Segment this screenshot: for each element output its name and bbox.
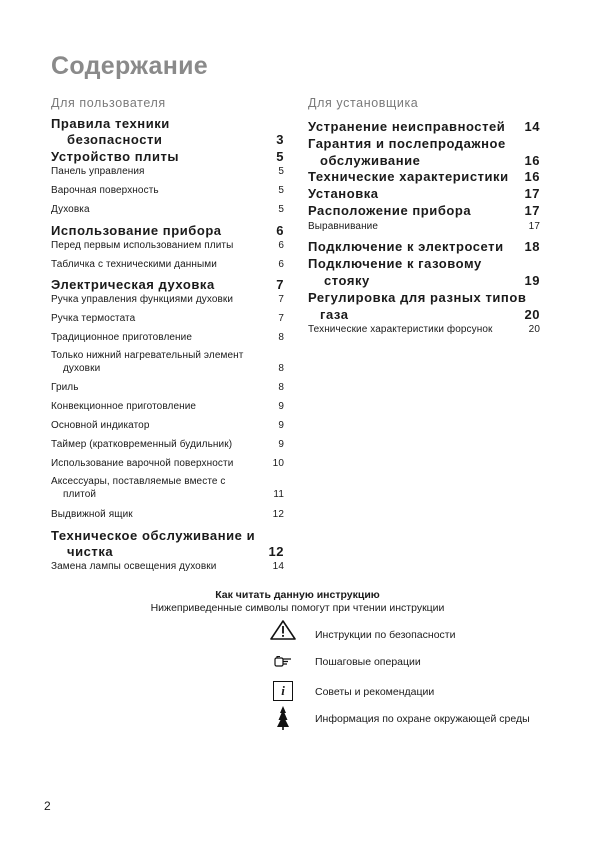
info-icon xyxy=(268,681,298,701)
toc-entry-title: Технические характеристики форсунок xyxy=(308,324,493,335)
legend-label-steps: Пошаговые операции xyxy=(315,656,421,668)
section-heading-user: Для пользователя xyxy=(51,96,166,110)
toc-entry-page: 5 xyxy=(276,149,284,164)
section-heading-installer: Для установщика xyxy=(308,96,419,110)
toc-entry-title: Техническое обслуживание и xyxy=(51,528,256,543)
toc-entry-title: Устройство плиты xyxy=(51,149,180,164)
toc-entry-title: Аксессуары, поставляемые вместе с xyxy=(51,476,226,487)
toc-entry-title: Ручка управления функциями духовки xyxy=(51,294,234,305)
toc-entry-title: Технические характеристики xyxy=(308,169,509,184)
toc-entry-page: 12 xyxy=(272,509,284,520)
toc-entry-page: 18 xyxy=(524,239,540,254)
toc-entry-page: 14 xyxy=(272,561,284,572)
toc-entry-title: Ручка термостата xyxy=(51,313,136,324)
toc-entry-page: 5 xyxy=(278,166,284,177)
toc-entry-page: 10 xyxy=(272,458,284,469)
toc-entry-title-cont: безопасности xyxy=(67,132,163,147)
toc-entry-page: 9 xyxy=(278,439,284,450)
toc-entry-title: Подключение к электросети xyxy=(308,239,504,254)
toc-entry-page: 12 xyxy=(268,544,284,559)
toc-entry-title-cont: чистка xyxy=(67,544,114,559)
toc-entry-page: 17 xyxy=(524,203,540,218)
toc-entry-page: 14 xyxy=(524,119,540,134)
toc-entry-title: Только нижний нагревательный элемент xyxy=(51,350,244,361)
toc-entry-title: Правила техники xyxy=(51,116,170,131)
toc-entry-title: Электрическая духовка xyxy=(51,277,215,292)
toc-entry-page: 8 xyxy=(278,382,284,393)
info-icon-glyph: i xyxy=(273,681,293,701)
toc-entry-title-cont: газа xyxy=(320,307,349,322)
toc-entry-page: 6 xyxy=(278,259,284,270)
toc-entry-title-cont: плитой xyxy=(63,489,97,500)
toc-entry-title-cont: обслуживание xyxy=(320,153,421,168)
toc-entry-page: 7 xyxy=(276,277,284,292)
toc-entry-page: 11 xyxy=(273,489,284,500)
toc-entry-title: Регулировка для разных типов xyxy=(308,290,527,305)
toc-entry-title: Варочная поверхность xyxy=(51,185,159,196)
toc-entry-title-cont: стояку xyxy=(324,273,370,288)
toc-entry-title: Панель управления xyxy=(51,166,145,177)
toc-entry-title: Традиционное приготовление xyxy=(51,332,193,343)
toc-entry-page: 7 xyxy=(278,313,284,324)
toc-entry-page: 7 xyxy=(278,294,284,305)
toc-entry-page: 5 xyxy=(278,204,284,215)
toc-entry-page: 8 xyxy=(278,332,284,343)
legend-title: Как читать данную инструкцию xyxy=(215,589,380,601)
legend-label-environment: Информация по охране окружающей среды xyxy=(315,713,530,725)
toc-entry-title-cont: духовки xyxy=(63,363,101,374)
toc-entry-page: 16 xyxy=(524,169,540,184)
toc-entry-page: 9 xyxy=(278,420,284,431)
toc-entry-title: Устранение неисправностей xyxy=(308,119,506,134)
toc-entry-page: 6 xyxy=(278,240,284,251)
legend-subtitle: Нижеприведенные символы помогут при чтении инструкции xyxy=(150,602,445,614)
toc-entry-title: Перед первым использованием плиты xyxy=(51,240,234,251)
pointing-hand-icon xyxy=(268,654,298,672)
toc-entry-title: Гриль xyxy=(51,382,79,393)
legend-label-tips: Советы и рекомендации xyxy=(315,686,435,698)
toc-entry-title: Использование прибора xyxy=(51,223,222,238)
toc-entry-title: Гарантия и послепродажное xyxy=(308,136,506,151)
toc-entry-page: 17 xyxy=(524,186,540,201)
toc-entry-title: Выдвижной ящик xyxy=(51,509,133,520)
toc-entry-page: 3 xyxy=(276,132,284,147)
toc-entry-page: 9 xyxy=(278,401,284,412)
toc-entry-title: Основной индикатор xyxy=(51,420,150,431)
toc-entry-title: Расположение прибора xyxy=(308,203,472,218)
toc-entry-page: 19 xyxy=(524,273,540,288)
toc-entry-title: Табличка с техническими данными xyxy=(51,259,217,270)
toc-entry-title: Выравнивание xyxy=(308,221,379,232)
warning-triangle-icon xyxy=(268,620,298,645)
toc-entry-title: Замена лампы освещения духовки xyxy=(51,561,217,572)
toc-entry-page: 17 xyxy=(528,221,540,232)
toc-entry-title: Таймер (кратковременный будильник) xyxy=(51,439,233,450)
page-title: Содержание xyxy=(51,52,209,80)
toc-entry-page: 20 xyxy=(524,307,540,322)
toc-entry-page: 6 xyxy=(276,223,284,238)
legend-label-safety: Инструкции по безопасности xyxy=(315,629,456,641)
toc-entry-title: Использование варочной поверхности xyxy=(51,458,234,469)
toc-entry-title: Установка xyxy=(308,186,379,201)
toc-entry-page: 8 xyxy=(278,363,284,374)
tree-icon xyxy=(268,705,298,736)
toc-entry-page: 16 xyxy=(524,153,540,168)
toc-entry-page: 5 xyxy=(278,185,284,196)
page-number: 2 xyxy=(44,799,51,813)
toc-entry-title: Конвекционное приготовление xyxy=(51,401,197,412)
toc-entry-title: Подключение к газовому xyxy=(308,256,482,271)
toc-entry-title: Духовка xyxy=(51,204,90,215)
toc-entry-page: 20 xyxy=(528,324,540,335)
